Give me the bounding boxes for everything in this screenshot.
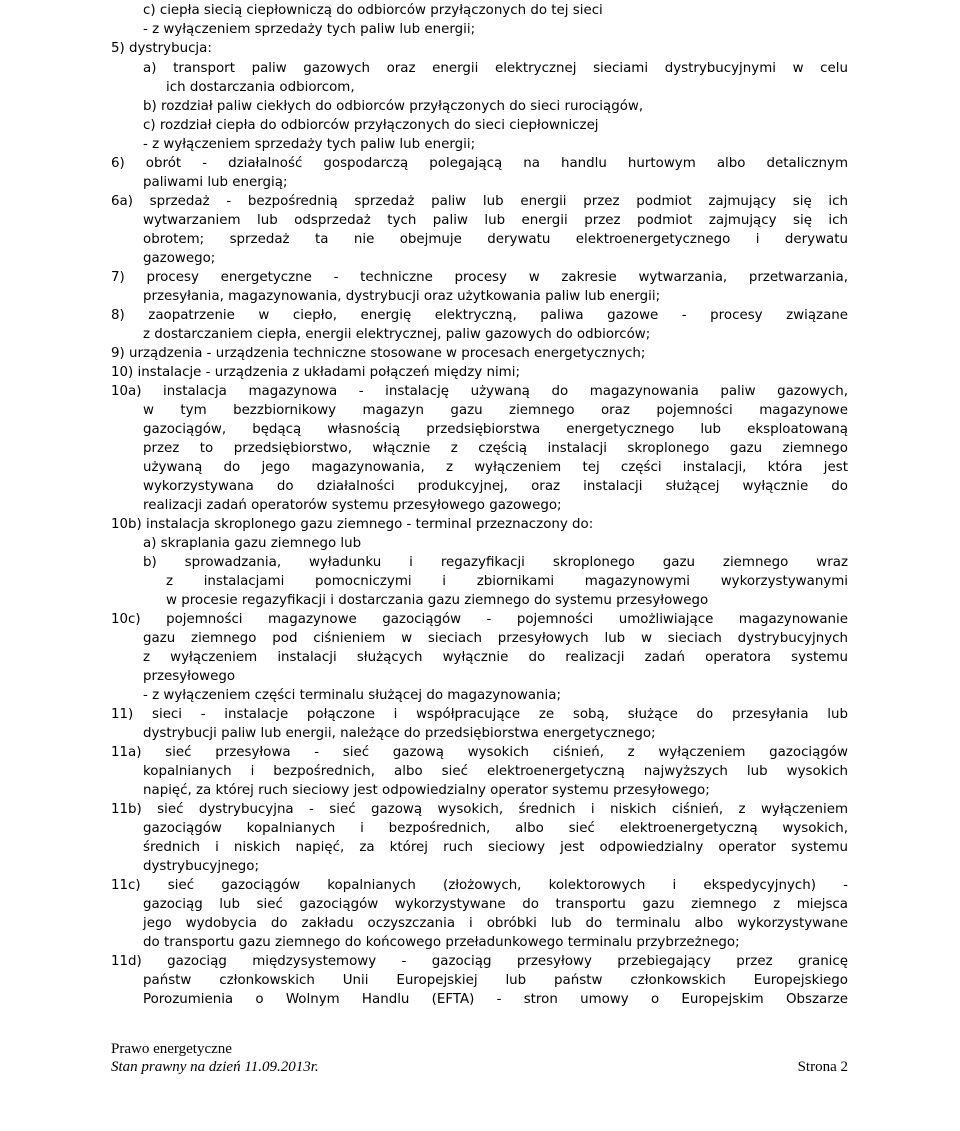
- text-line: z instalacjami pomocniczymi i zbiornikami magazynowymi wykorzystywanymi: [166, 574, 848, 589]
- text-line: 11a) sieć przesyłowa - sieć gazową wysokich ciśnień, z wyłączeniem gazociągów: [111, 745, 848, 760]
- text-line: przesyłania, magazynowania, dystrybucji oraz użytkowania paliw lub energii;: [143, 289, 661, 304]
- text-line: używaną do jego magazynowania, z wyłączeniem tej części instalacji, która jest: [143, 460, 848, 475]
- text-line: dystrybucyjnego;: [143, 859, 260, 874]
- text-line: b) rozdział paliw ciekłych do odbiorców przyłączonych do sieci rurociągów,: [143, 99, 644, 114]
- text-line: przesyłowego: [143, 669, 236, 684]
- text-line: realizacji zadań operatorów systemu przesyłowego gazowego;: [143, 498, 562, 513]
- text-line: c) ciepła siecią ciepłowniczą do odbiorców przyłączonych do tej sieci: [143, 3, 603, 18]
- text-line: 6) obrót - działalność gospodarczą polegającą na handlu hurtowym albo detalicznym: [111, 156, 848, 171]
- text-line: jego wydobycia do zakładu oczyszczania i obróbki lub do terminalu albo wykorzystywane: [143, 916, 848, 931]
- text-line: państw członkowskich Unii Europejskiej lub państw członkowskich Europejskiego: [143, 973, 848, 988]
- text-line: do transportu gazu ziemnego do końcowego przeładunkowego terminalu przybrzeżnego;: [143, 935, 740, 950]
- text-line: 10b) instalacja skroplonego gazu ziemnego - terminal przeznaczony do:: [111, 517, 594, 532]
- text-line: a) transport paliw gazowych oraz energii elektrycznej sieciami dystrybucyjnymi w celu: [143, 61, 848, 76]
- footer-legal-status-date: Stan prawny na dzień 11.09.2013r.: [111, 1059, 319, 1075]
- text-line: b) sprowadzania, wyładunku i regazyfikacji skroplonego gazu ziemnego wraz: [143, 555, 848, 570]
- text-line: 10c) pojemności magazynowe gazociągów - pojemności umożliwiające magazynowanie: [111, 612, 848, 627]
- text-line: 5) dystrybucja:: [111, 41, 212, 56]
- text-line: Porozumienia o Wolnym Handlu (EFTA) - stron umowy o Europejskim Obszarze: [143, 992, 848, 1007]
- text-line: w tym bezzbiornikowy magazyn gazu ziemnego oraz pojemności magazynowe: [143, 403, 848, 418]
- text-line: gazowego;: [143, 251, 216, 266]
- text-line: gazociągów kopalnianych i bezpośrednich, albo sieć elektroenergetyczną wysokich,: [143, 821, 848, 836]
- footer-title: Prawo energetyczne: [111, 1041, 232, 1057]
- text-line: gazociąg lub sieć gazociągów wykorzystywane do transportu gazu ziemnego z miejsca: [143, 897, 848, 912]
- text-line: średnich i niskich napięć, za której ruch sieciowy jest odpowiedzialny operator systemu: [143, 840, 848, 855]
- footer-page-number: Strona 2: [797, 1059, 848, 1075]
- text-line: 8) zaopatrzenie w ciepło, energię elektryczną, paliwa gazowe - procesy związane: [111, 308, 848, 323]
- text-line: 11b) sieć dystrybucyjna - sieć gazową wysokich, średnich i niskich ciśnień, z wyłączeniem: [111, 802, 848, 817]
- text-line: 10a) instalacja magazynowa - instalację używaną do magazynowania paliw gazowych,: [111, 384, 848, 399]
- text-line: ich dostarczania odbiorcom,: [166, 80, 355, 95]
- text-line: kopalnianych i bezpośrednich, albo sieć elektroenergetyczną najwyższych lub wysokich: [143, 764, 848, 779]
- text-line: w procesie regazyfikacji i dostarczania gazu ziemnego do systemu przesyłowego: [166, 593, 709, 608]
- text-line: obrotem; sprzedaż ta nie obejmuje derywatu elektroenergetycznego i derywatu: [143, 232, 848, 247]
- text-line: a) skraplania gazu ziemnego lub: [143, 536, 362, 551]
- text-line: - z wyłączeniem sprzedaży tych paliw lub energii;: [143, 22, 476, 37]
- text-line: c) rozdział ciepła do odbiorców przyłączonych do sieci ciepłowniczej: [143, 118, 599, 133]
- text-line: - z wyłączeniem sprzedaży tych paliw lub energii;: [143, 137, 476, 152]
- text-line: 7) procesy energetyczne - techniczne procesy w zakresie wytwarzania, przetwarzania,: [111, 270, 848, 285]
- text-line: 11c) sieć gazociągów kopalnianych (złożowych, kolektorowych i ekspedycyjnych) -: [111, 878, 848, 893]
- text-line: dystrybucji paliw lub energii, należące do przedsiębiorstwa energetycznego;: [143, 726, 656, 741]
- text-line: 11d) gazociąg międzysystemowy - gazociąg przesyłowy przebiegający przez granicę: [111, 954, 848, 969]
- text-line: 10) instalacje - urządzenia z układami połączeń między nimi;: [111, 365, 520, 380]
- text-line: z dostarczaniem ciepła, energii elektrycznej, paliw gazowych do odbiorców;: [143, 327, 651, 342]
- text-line: gazu ziemnego pod ciśnieniem w sieciach przesyłowych lub w sieciach dystrybucyjnych: [143, 631, 848, 646]
- text-line: napięć, za której ruch sieciowy jest odpowiedzialny operator systemu przesyłowego;: [143, 783, 710, 798]
- text-line: 9) urządzenia - urządzenia techniczne stosowane w procesach energetycznych;: [111, 346, 646, 361]
- text-line: z wyłączeniem instalacji służących wyłącznie do realizacji zadań operatora systemu: [143, 650, 848, 665]
- text-line: 6a) sprzedaż - bezpośrednią sprzedaż paliw lub energii przez podmiot zajmujący się ich: [111, 194, 848, 209]
- text-line: wytwarzaniem lub odsprzedaż tych paliw lub energii przez podmiot zajmujący się ich: [143, 213, 848, 228]
- text-line: paliwami lub energią;: [143, 175, 288, 190]
- text-line: gazociągów, będącą własnością przedsiębiorstwa energetycznego lub eksploatowaną: [143, 422, 848, 437]
- text-line: wykorzystywana do działalności produkcyjnej, oraz instalacji służącej wyłącznie do: [143, 479, 848, 494]
- text-line: przez to przedsiębiorstwo, włącznie z częścią instalacji skroplonego gazu ziemnego: [143, 441, 848, 456]
- text-line: - z wyłączeniem części terminalu służącej do magazynowania;: [143, 688, 561, 703]
- text-line: 11) sieci - instalacje połączone i współpracujące ze sobą, służące do przesyłania lub: [111, 707, 848, 722]
